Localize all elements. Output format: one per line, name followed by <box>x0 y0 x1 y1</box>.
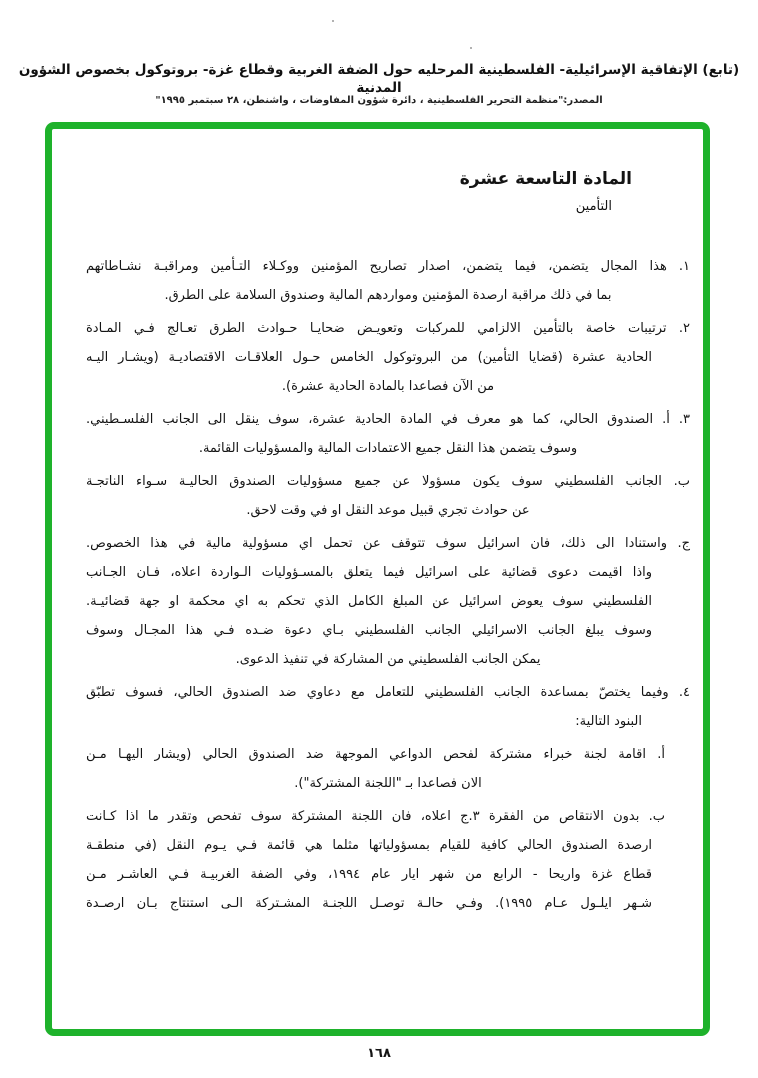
text-line: ب. الجانب الفلسطيني سوف يكون مسؤولا عن جميع مسؤوليات الصندوق الحاليـة سـواء الناتجـة <box>86 474 690 489</box>
paragraph-2 <box>86 314 690 401</box>
text-line: ارصدة الصندوق الحالي كافية للقيام بمسؤولياتها مثلما هي قائمة فـي يـوم النقل (في منطقـة <box>86 838 652 853</box>
text-line: ٢. ترتيبات خاصة بالتأمين الالزامي للمركبات وتعويـض ضحايـا حـوادث الطرق تعـالج فـي المـادة <box>86 321 690 336</box>
scan-artifact-dot <box>332 20 334 22</box>
text-line: وسوف يبلغ الجانب الاسرائيلي الجانب الفلسطيني بـاي دعوة ضـده فـي هذا المجـال وسوف <box>86 623 652 638</box>
article-subtitle: التأمين <box>575 199 612 214</box>
text-line: بما في ذلك مراقبة ارصدة المؤمنين ومواردهم المالية وصندوق السلامة على الطرق. <box>164 288 612 303</box>
text-line: البنود التالية: <box>575 714 642 729</box>
text-line: ب. بدون الانتقاص من الفقرة ٣.ج اعلاه، فان اللجنة المشتركة سوف تفحص وتقدر ما اذا كـانت <box>86 809 665 824</box>
text-line: من الآن فصاعدا بالمادة الحادية عشرة). <box>281 379 495 394</box>
text-line: ج. واستنادا الى ذلك، فان اسرائيل سوف تتوقف عن تحمل اي مسؤولية مالية في هذا الخصوص. <box>86 536 690 551</box>
text-line: وسوف يتضمن هذا النقل جميع الاعتمادات المالية والمسؤوليات القائمة. <box>198 441 578 456</box>
text-line: ٣. أ. الصندوق الحالي، كما هو معرف في المادة الحادية عشرة، سوف ينقل الى الجانب الفلسـطيني. <box>86 412 690 427</box>
paragraph-4b <box>86 802 690 918</box>
paragraph-4a <box>86 740 690 798</box>
text-line: أ. اقامة لجنة خبراء مشتركة لفحص الدواعي الموجهة ضد الصندوق الحالي (ويشار اليهـا مـن <box>86 747 665 762</box>
text-line: الان فصاعدا بـ "اللجنة المشتركة"). <box>294 776 482 791</box>
paragraph-3c <box>86 529 690 674</box>
text-line: ١. هذا المجال يتضمن، فيما يتضمن، اصدار تصاريح المؤمنين ووكـلاء التـأمين ومراقبـة نشـاطاتهم <box>86 259 690 274</box>
paragraph-1 <box>86 252 690 310</box>
article-body <box>52 129 703 1029</box>
text-line: عن حوادث تجري قبيل موعد النقل او في وقت لاحق. <box>246 503 530 518</box>
paragraph-3a <box>86 405 690 463</box>
paragraph-3b <box>86 467 690 525</box>
scan-artifact-dot <box>470 47 472 49</box>
text-line: شـهر ايلـول عـام ١٩٩٥). وفـي حالـة توصـل اللجنـة المشـتركة الـى استنتاج بـان ارصـدة <box>86 896 652 911</box>
page-number: ١٦٨ <box>367 1046 391 1061</box>
text-line: ٤. وفيما يختصّ بمساعدة الجانب الفلسطيني للتعامل مع دعاوي ضد الصندوق الحالي، فسوف تطبّق <box>86 685 690 700</box>
article-title: المادة التاسعة عشرة <box>459 169 632 189</box>
paragraph-4 <box>86 678 690 736</box>
text-line: الفلسطيني سوف يعوض اسرائيل عن المبلغ الكامل الذي تحكم به اي محكمة او جهة قضائيـة. <box>86 594 652 609</box>
text-line: الحادية عشرة (قضايا التأمين) من البروتوكول الخامس حـول العلاقـات الاقتصاديـة (ويشـار اليـه <box>86 350 652 365</box>
text-line: قطاع غزة واريحا - الرابع من شهر ايار عام ١٩٩٤، وفي الضفة الغربيـة فـي العاشـر مـن <box>86 867 652 882</box>
text-line: واذا اقيمت دعوى قضائية على اسرائيل فيما يتعلق بالمسـؤوليات الـواردة اعلاه، فـان الجـانب <box>86 565 652 580</box>
text-line: يمكن الجانب الفلسطيني من المشاركة في تنفيذ الدعوى. <box>235 652 541 667</box>
document-header-source: المصدر:"منظمة التحرير الفلسطينية ، دائرة شؤون المفاوضات ، واشنطن، ٢٨ سبتمبر ١٩٩٥" <box>155 95 603 106</box>
document-header-title: (تابع) الإتفاقية الإسرائيلية- الفلسطينية المرحليه حول الضفة الغربية وقطاع غزة- بروتوكول بخصوص الشؤون المدنية <box>18 62 740 96</box>
